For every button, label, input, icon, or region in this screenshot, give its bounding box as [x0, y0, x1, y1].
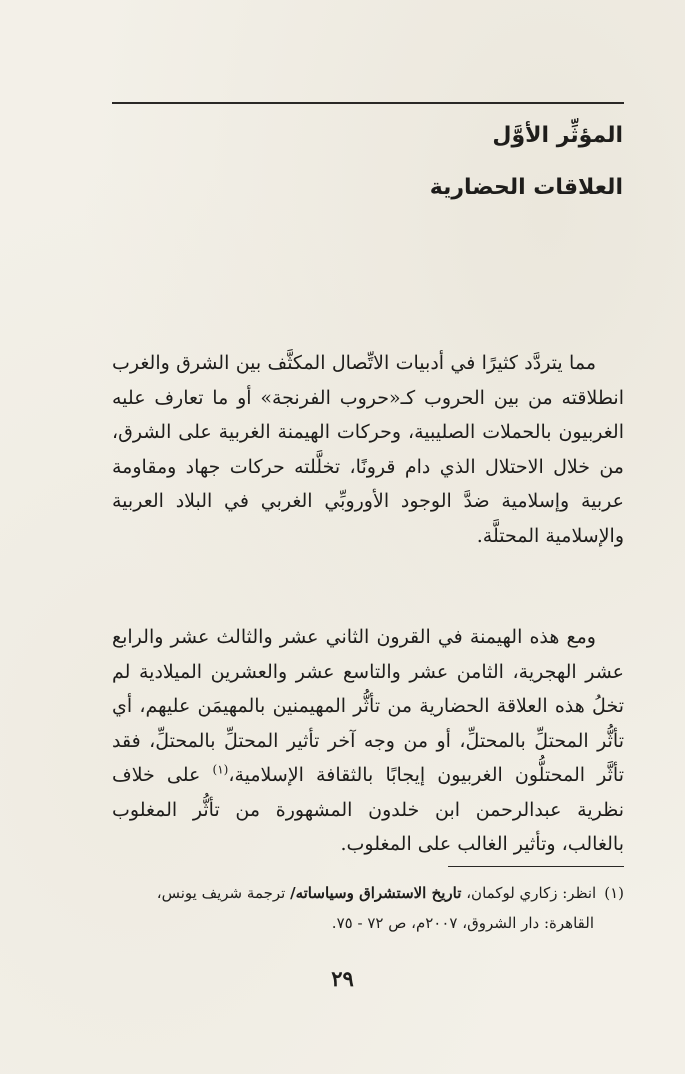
- footnote-suffix: ترجمة شريف يونس،: [156, 884, 291, 902]
- footnote-prefix: انظر: زكاري لوكمان،: [461, 884, 597, 902]
- footnote-reference: (١): [212, 762, 229, 777]
- footnote-number: (١): [604, 884, 624, 902]
- paragraph-2: [112, 620, 624, 862]
- footnote: [110, 878, 624, 938]
- footnote-book-title: تاريخ الاستشراق وسياساته/: [290, 884, 462, 902]
- page-number: ٢٩: [331, 966, 354, 991]
- section-heading: المؤثِّر الأوَّل: [492, 123, 623, 148]
- footnote-rule: [448, 866, 624, 867]
- header-rule: [112, 102, 624, 104]
- footnote-publication: القاهرة: دار الشروق، ٢٠٠٧م، ص ٧٢ - ٧٥.: [331, 914, 594, 932]
- paragraph-2-part-2: على خلاف نظرية عبدالرحمن ابن خلدون المشهورة من تأثُّر المغلوب بالغالب، وتأثير الغالب على المغلوب.: [112, 764, 624, 855]
- paragraph-1: مما يتردَّد كثيرًا في أدبيات الاتِّصال المكثَّف بين الشرق والغرب انطلاقته من بين الحروب كـ«حروب الفرنجة» أو ما تعارف عليه الغربيون بالحملات الصليبية، وحركات الهيمنة الغربية على الشرق، من خلال الاحتلال الذي دام قرونًا، تخلَّلته حركات جهاد ومقاومة عربية وإسلامية ضدَّ الوجود الأوروبِّي الغربي في البلاد العربية والإسلامية المحتلَّة.: [112, 352, 624, 547]
- section-subheading: العلاقات الحضارية: [429, 175, 623, 200]
- paragraph-2-part-1: ومع هذه الهيمنة في القرون الثاني عشر والثالث عشر والرابع عشر الهجرية، الثامن عشر والتاسع عشر والعشرين الميلادية لم تخلُ هذه العلاقة الحضارية من تأثُّر المهيمنين بالمهيمَن عليهم، أي تأثُّر المحتلِّ بالمحتلِّ، أو من وجه آخر تأثير المحتلِّ بالمحتلِّ، فقد تأثَّر المحتلُّون الغربيون إيجابًا بالثقافة الإسلامية،: [112, 626, 624, 786]
